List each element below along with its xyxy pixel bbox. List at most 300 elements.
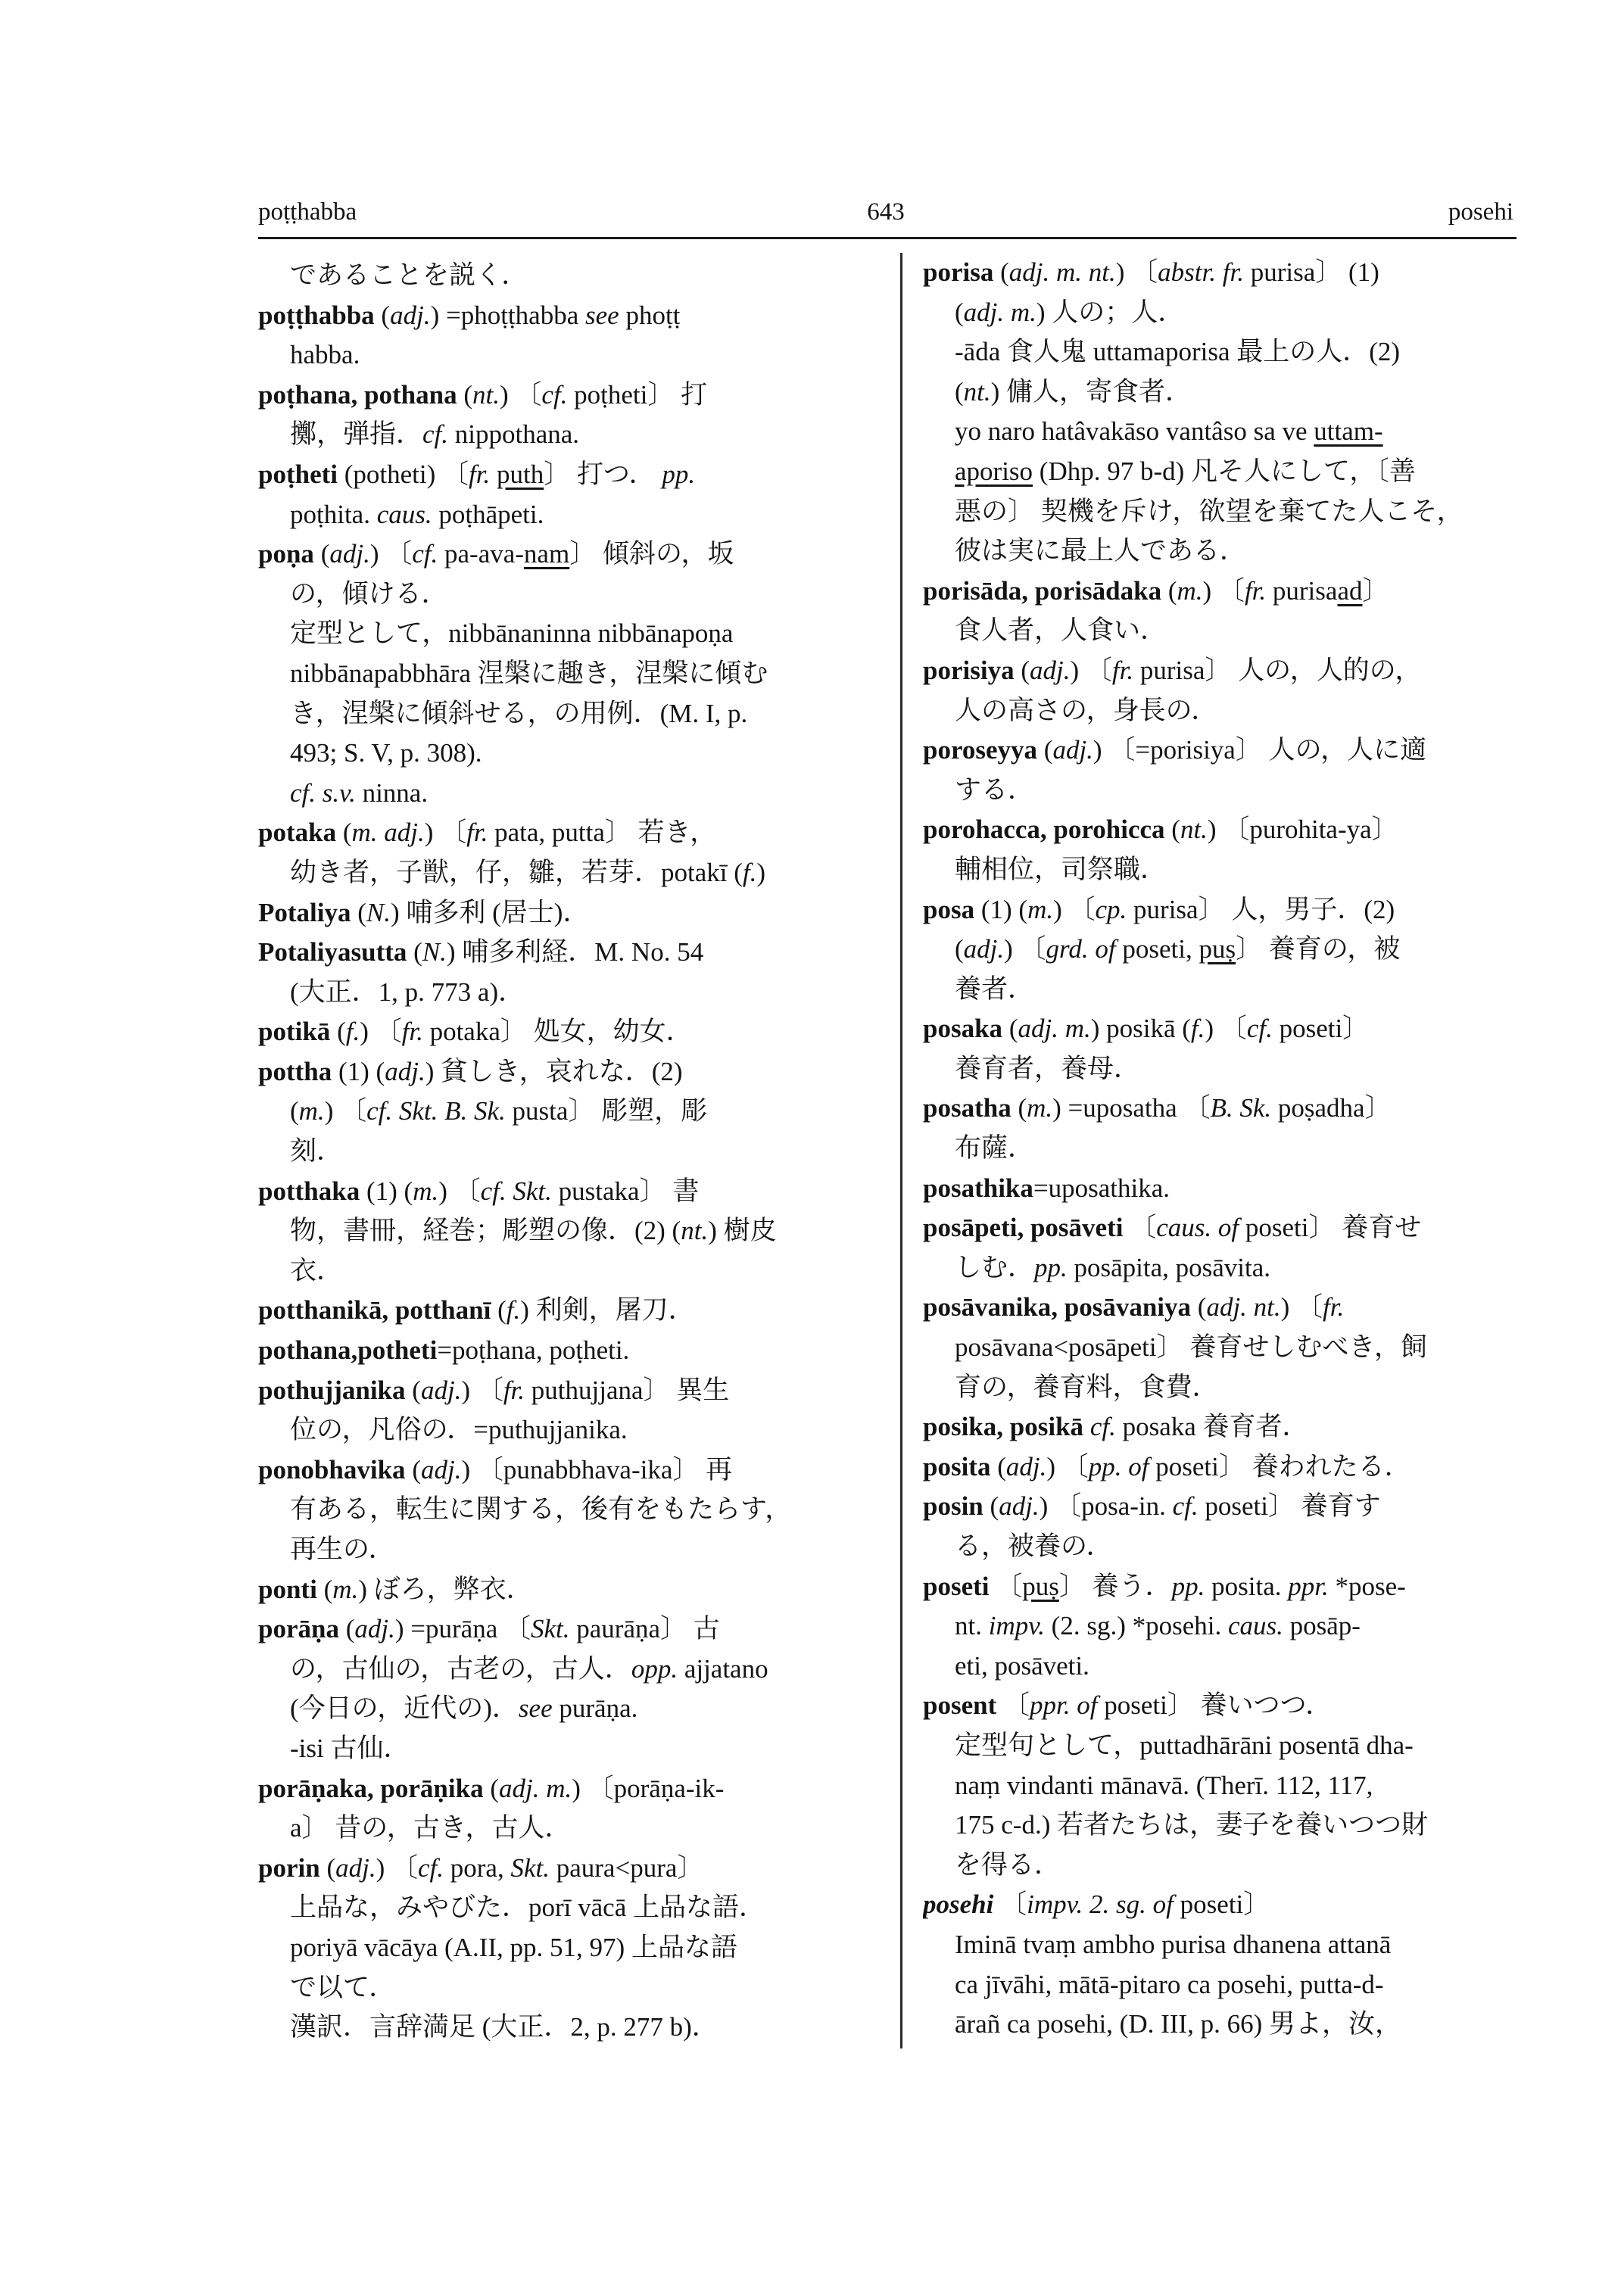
entry-text: poseti, xyxy=(1115,934,1199,964)
headword: Potaliya xyxy=(258,897,351,927)
grammar-label: impv. 2. sg. of xyxy=(1027,1890,1174,1920)
entry-text: ) 〔 xyxy=(1004,934,1046,964)
headword: posathika xyxy=(923,1173,1033,1203)
entry-text: -āda 食人鬼 uttamaporisa 最上の人．(2) xyxy=(955,337,1401,367)
entry-line xyxy=(258,1490,875,1530)
entry-text: ) 〔 xyxy=(1115,257,1158,287)
underlined-root: nam xyxy=(523,539,570,569)
underlined-root: aporiso xyxy=(955,456,1033,486)
underlined-root: uttam- xyxy=(1314,416,1383,447)
entry-text: ) 〔posa-in. xyxy=(1039,1491,1173,1522)
grammar-label: fr. xyxy=(1111,655,1134,685)
entry-text: poseti〕 xyxy=(1272,1014,1370,1044)
entry-text: 〕 養育の，被 xyxy=(1236,934,1401,964)
headword: posāpeti, posāveti xyxy=(923,1213,1124,1243)
entry-text: pata, putta〕 若き， xyxy=(488,818,717,848)
grammar-label: adj. xyxy=(999,1491,1040,1522)
entry-line xyxy=(923,1567,1521,1607)
entry-line xyxy=(258,2008,875,2048)
header-rule xyxy=(258,237,1516,239)
entry-text: posāvana<posāpeti〕 養育せしむべき，飼 xyxy=(955,1332,1427,1363)
entry-text: ) 〔 xyxy=(424,818,467,848)
headword: porin xyxy=(258,1852,320,1883)
grammar-label: fr. xyxy=(469,459,491,489)
entry-text: の，傾ける． xyxy=(290,578,448,609)
entry-text: 彼は実に最上人である． xyxy=(955,536,1247,566)
entry-text: ( xyxy=(1037,735,1053,765)
entry-text: eti, posāveti. xyxy=(955,1650,1089,1681)
grammar-label: pp. of xyxy=(1088,1451,1149,1481)
headword: posa xyxy=(923,894,975,924)
grammar-label: m. xyxy=(298,1096,325,1126)
headword: porohacca, porohicca xyxy=(923,815,1165,845)
entry-text: ) 〔 xyxy=(1070,655,1112,685)
entry-text: Iminā tvaṃ ambho purisa dhanena attanā xyxy=(955,1929,1392,1959)
left-column xyxy=(258,256,875,2048)
entry-text: ) xyxy=(756,857,766,887)
entry-text: poseti〕 xyxy=(1173,1890,1270,1920)
entry-text: poṣadha〕 xyxy=(1271,1093,1392,1123)
entry-text: ( xyxy=(1011,1093,1027,1123)
headword: posatha xyxy=(923,1093,1011,1123)
entry-text: ) 〔 xyxy=(500,379,542,410)
grammar-label: adj. xyxy=(1005,1451,1047,1481)
entry-line xyxy=(258,1729,875,1769)
headword: potthanikā, potthanī xyxy=(258,1295,491,1326)
entry-text: 493; S. V, p. 308). xyxy=(290,738,482,768)
entry-text: paurāṇa〕 古 xyxy=(569,1614,720,1644)
headword: posehi xyxy=(923,1890,994,1920)
entry-line xyxy=(258,1211,875,1251)
grammar-label: abstr. fr. xyxy=(1158,257,1244,287)
grammar-label: nt. xyxy=(681,1216,709,1246)
grammar-label: fr. xyxy=(466,818,488,848)
entry-line xyxy=(258,1410,875,1450)
entry-line xyxy=(923,890,1521,930)
entry-line xyxy=(923,531,1521,572)
entry-line xyxy=(923,253,1521,293)
entry-line xyxy=(258,1650,875,1690)
entry-line xyxy=(258,1769,875,1809)
page-number: 643 xyxy=(867,198,905,226)
entry-text: 人の高さの，身長の． xyxy=(955,695,1218,725)
entry-text: 175 c-d.) 若者たちは，妻子を養いつつ財 xyxy=(955,1810,1429,1840)
entry-text: 有ある，転生に関する，後有をもたらす， xyxy=(290,1494,792,1525)
entry-text: ) 〔 xyxy=(1205,1014,1247,1044)
entry-text: で以て． xyxy=(290,1972,396,2002)
entry-line xyxy=(923,691,1521,731)
entry-line xyxy=(923,1925,1521,1965)
entry-text: posaka 養育者． xyxy=(1115,1412,1309,1442)
entry-line xyxy=(923,1368,1521,1408)
entry-text: 〔 xyxy=(1123,1213,1157,1243)
entry-text: 布薩． xyxy=(955,1133,1035,1164)
entry-text: =poṭhana, poṭheti. xyxy=(437,1335,630,1366)
grammar-label: cf. Skt. B. Sk. xyxy=(366,1096,506,1126)
right-column xyxy=(923,253,1521,2045)
entry-text: ( xyxy=(1191,1292,1207,1323)
entry-line xyxy=(258,1570,875,1610)
headword: porisiya xyxy=(923,655,1015,685)
entry-line xyxy=(258,1132,875,1172)
headword: pottha xyxy=(258,1056,332,1086)
entry-text: ) 〔 xyxy=(1053,894,1096,924)
entry-line xyxy=(923,1647,1521,1687)
entry-text: poṭhita. xyxy=(290,499,377,529)
entry-text: ( xyxy=(955,934,964,964)
headword: pothujjanika xyxy=(258,1375,406,1405)
entry-text: ( xyxy=(313,539,330,569)
entry-line xyxy=(923,1965,1521,2005)
entry-line xyxy=(923,372,1521,413)
entry-line xyxy=(258,1251,875,1291)
grammar-label: cf. Skt. xyxy=(480,1176,552,1206)
grammar-label: grd. of xyxy=(1046,934,1116,964)
entry-line xyxy=(258,415,875,455)
entry-text: (potheti) 〔 xyxy=(338,459,469,489)
entry-line xyxy=(923,1009,1521,1049)
grammar-label: Skt. xyxy=(530,1614,570,1644)
entry-line xyxy=(258,1888,875,1928)
entry-line xyxy=(923,452,1521,492)
entry-line xyxy=(258,1849,875,1889)
entry-line xyxy=(923,1328,1521,1368)
entry-line xyxy=(923,611,1521,651)
entry-text: posāpita, posāvita. xyxy=(1067,1252,1271,1282)
entry-text: ) =phoṭṭhabba xyxy=(430,300,585,330)
entry-line xyxy=(923,1766,1521,1806)
entry-text: ( xyxy=(483,1773,499,1803)
grammar-label: cf. xyxy=(1246,1014,1273,1044)
underlined-root: ad xyxy=(1337,575,1363,606)
entry-line xyxy=(258,654,875,694)
entry-text: ārañ ca posehi, (D. III, p. 66) 男よ，汝， xyxy=(955,2009,1401,2039)
grammar-label: fr. xyxy=(1244,575,1267,606)
grammar-label: adj. xyxy=(354,1614,395,1644)
headword: pothana,potheti xyxy=(258,1335,438,1366)
entry-line xyxy=(923,1527,1521,1567)
entry-text: purisa〕 (1) xyxy=(1243,257,1379,287)
entry-text: (1) ( xyxy=(360,1176,413,1206)
column-divider xyxy=(900,253,902,2048)
grammar-label: m. xyxy=(332,1574,359,1604)
grammar-label: m. adj. xyxy=(351,818,425,848)
entry-text: ) 〔 xyxy=(360,1017,402,1047)
entry-text: ( xyxy=(330,1017,346,1047)
entry-text: ( xyxy=(955,297,964,327)
entry-text: habba. xyxy=(290,340,360,370)
entry-line xyxy=(258,614,875,654)
grammar-label: adj. m. xyxy=(499,1773,572,1803)
entry-text: =uposathika. xyxy=(1033,1173,1170,1203)
entry-text: 擲，弾指． xyxy=(290,419,423,450)
grammar-label: fr. xyxy=(401,1017,423,1047)
entry-text: nippothana. xyxy=(448,419,580,450)
entry-text: であることを説く． xyxy=(290,260,528,290)
headword: porisa xyxy=(923,257,994,287)
grammar-label: cf. s.v. xyxy=(290,777,356,808)
entry-line xyxy=(923,332,1521,372)
entry-text: nt. xyxy=(955,1611,989,1641)
entry-text: ) posikā ( xyxy=(1090,1014,1191,1044)
entry-text: 定型句として，puttadhārāni posentā dha- xyxy=(955,1730,1414,1760)
entry-text: 育の，養育料，食費． xyxy=(955,1372,1219,1402)
entry-text: ) =purāṇa 〔 xyxy=(394,1614,531,1644)
entry-text: ( xyxy=(290,1096,299,1126)
headword: posita xyxy=(923,1451,991,1481)
grammar-label: caus. xyxy=(376,499,432,529)
entry-line xyxy=(258,774,875,814)
entry-line xyxy=(258,455,875,495)
headword: ponti xyxy=(258,1574,317,1604)
entry-text: a〕 昔の，古き，古人． xyxy=(290,1813,572,1843)
entry-text: purisa〕 人，男子．(2) xyxy=(1127,894,1395,924)
entry-text: ) 利剣，屠刀． xyxy=(520,1295,695,1326)
grammar-label: ppr. of xyxy=(1030,1690,1098,1721)
entry-line xyxy=(923,771,1521,811)
entry-line xyxy=(258,1809,875,1849)
headword: posāvanika, posāvaniya xyxy=(923,1292,1192,1323)
entry-text: 物，書冊，経巻；彫塑の像．(2) ( xyxy=(290,1216,681,1246)
entry-text: ( xyxy=(320,1852,336,1883)
entry-text: poseti〕 養育す xyxy=(1198,1491,1381,1522)
grammar-label: nt. xyxy=(1180,815,1208,845)
entry-text: ( xyxy=(405,1375,421,1405)
headword: poṭṭhabba xyxy=(258,300,375,330)
entry-text: poseti〕 養いつつ． xyxy=(1097,1690,1333,1721)
entry-text: 定型として，nibbānaninna nibbānapoṇa xyxy=(290,618,734,649)
entry-line xyxy=(923,651,1521,691)
entry-text: ( xyxy=(1164,815,1180,845)
grammar-label: adj. xyxy=(420,1375,462,1405)
entry-text: ) 〔porāṇa-ik- xyxy=(572,1773,725,1803)
grammar-label: adj. m. xyxy=(963,297,1036,327)
grammar-label: adj. m. xyxy=(1018,1014,1091,1044)
entry-line xyxy=(923,930,1521,970)
entry-line xyxy=(923,1288,1521,1328)
grammar-label: adj. xyxy=(390,300,431,330)
entry-line xyxy=(923,1169,1521,1209)
entry-text: ( xyxy=(338,1614,355,1644)
entry-text: pora, xyxy=(444,1852,511,1883)
grammar-label: fr. xyxy=(1323,1292,1345,1323)
grammar-label: adj. xyxy=(420,1454,462,1485)
grammar-label: B. Sk. xyxy=(1210,1093,1272,1123)
grammar-label: cf. xyxy=(422,419,449,450)
entry-text: ( xyxy=(1161,575,1177,606)
grammar-label: pp. xyxy=(662,459,696,489)
entry-line xyxy=(923,1447,1521,1488)
entry-line xyxy=(923,850,1521,890)
entry-line xyxy=(923,1686,1521,1726)
grammar-label: caus. xyxy=(1227,1611,1283,1641)
grammar-label: ppr. xyxy=(1288,1571,1329,1601)
entry-line xyxy=(258,933,875,973)
entry-line xyxy=(923,1726,1521,1766)
entry-text: ajjatano xyxy=(678,1653,768,1684)
grammar-label: pp. xyxy=(1171,1571,1205,1601)
entry-line xyxy=(258,1172,875,1212)
headword: poṭhana, pothana xyxy=(258,379,457,410)
entry-text: (大正．1, p. 773 a)． xyxy=(290,977,525,1007)
grammar-label: Skt. xyxy=(510,1852,550,1883)
entry-text: (1) ( xyxy=(332,1056,385,1086)
grammar-label: adj. xyxy=(1029,655,1071,685)
grammar-label: m. xyxy=(1177,575,1203,606)
entry-line xyxy=(923,1606,1521,1647)
grammar-label: fr. xyxy=(503,1375,525,1405)
headword: poṇa xyxy=(258,539,314,569)
entry-text: (1) ( xyxy=(974,894,1028,924)
headword: poroseyya xyxy=(923,735,1038,765)
grammar-label: cf. xyxy=(1089,1412,1116,1442)
entry-text: 〕 打つ． xyxy=(544,459,662,489)
entry-line xyxy=(923,731,1521,771)
entry-text: ) 〔 xyxy=(1046,1451,1089,1481)
entry-line xyxy=(258,1012,875,1052)
entry-text: purisa xyxy=(1266,575,1338,606)
entry-text: る，被養の． xyxy=(955,1531,1113,1561)
grammar-label: m. xyxy=(1027,894,1054,924)
underlined-root: puṣ xyxy=(1022,1571,1059,1601)
entry-line xyxy=(923,1846,1521,1886)
grammar-label: opp. xyxy=(631,1653,678,1684)
entry-line xyxy=(258,495,875,535)
headword: poseti xyxy=(923,1571,990,1601)
entry-text: pa-ava- xyxy=(438,539,524,569)
grammar-label: adj. nt. xyxy=(1206,1292,1281,1323)
entry-text: ) 〔purohita-ya〕 xyxy=(1207,815,1398,845)
entry-line xyxy=(923,1487,1521,1527)
entry-text: pusta〕 彫塑，彫 xyxy=(505,1096,708,1126)
entry-text: ) 哺多利経．M. No. 54 xyxy=(446,937,704,967)
entry-line xyxy=(258,813,875,853)
entry-line xyxy=(258,853,875,893)
entry-line xyxy=(923,1248,1521,1288)
entry-line xyxy=(258,1928,875,1968)
grammar-label: N. xyxy=(422,937,447,967)
headword: potaka xyxy=(258,818,337,848)
entry-text: poseti〕 養われたる． xyxy=(1149,1451,1411,1481)
entry-line xyxy=(923,492,1521,532)
grammar-label: f. xyxy=(506,1295,521,1326)
entry-text: 刻． xyxy=(290,1136,344,1167)
entry-text: puthujjana〕 異生 xyxy=(525,1375,730,1405)
entry-line xyxy=(258,694,875,734)
entry-text: ( xyxy=(407,937,422,967)
entry-line xyxy=(923,1089,1521,1129)
grammar-label: pp. xyxy=(1034,1252,1068,1282)
entry-text: poṭheti〕 打 xyxy=(567,379,708,410)
entry-text: 〔 xyxy=(989,1571,1023,1601)
underlined-root: puṣ xyxy=(1199,934,1236,964)
headword: posent xyxy=(923,1690,997,1721)
entry-text: ( xyxy=(990,1451,1006,1481)
entry-text: ) 〔 xyxy=(324,1096,367,1126)
entry-line xyxy=(258,893,875,933)
entry-text: ) 〔 xyxy=(1280,1292,1323,1323)
grammar-label: adj. xyxy=(385,1056,425,1086)
entry-text: ( xyxy=(316,1574,333,1604)
entry-text xyxy=(1083,1412,1090,1441)
entry-text: ) =uposatha 〔 xyxy=(1052,1093,1211,1123)
entry-text: -isi 古仙． xyxy=(290,1733,410,1763)
entry-text: poṭhāpeti. xyxy=(432,499,544,529)
entry-line xyxy=(258,1530,875,1570)
headword: potikā xyxy=(258,1017,331,1047)
entry-line xyxy=(923,970,1521,1010)
entry-line xyxy=(258,296,875,336)
entry-line xyxy=(923,412,1521,452)
entry-text: 養者． xyxy=(955,974,1035,1004)
entry-text: ninna. xyxy=(355,777,429,808)
entry-text: ( xyxy=(457,379,473,410)
entry-line xyxy=(258,1052,875,1092)
grammar-label: adj. m. nt. xyxy=(1008,257,1116,287)
entry-line xyxy=(258,1371,875,1411)
entry-line xyxy=(923,810,1521,850)
entry-line xyxy=(258,1968,875,2008)
entry-text: 衣． xyxy=(290,1255,344,1285)
entry-text: potaka〕 処女，幼女． xyxy=(422,1017,693,1047)
entry-line xyxy=(258,1689,875,1729)
entry-text: posāp- xyxy=(1283,1611,1361,1641)
entry-text: 〕 傾斜の，坂 xyxy=(569,539,734,569)
headword: potthaka xyxy=(258,1176,360,1206)
entry-text: purisa〕 人の，人的の， xyxy=(1133,655,1422,685)
entry-line xyxy=(923,1407,1521,1447)
entry-text: の，古仙の，古老の，古人． xyxy=(290,1653,631,1684)
entry-line xyxy=(923,572,1521,612)
entry-text: poseti〕 養育せ xyxy=(1239,1213,1422,1243)
entry-text: ) ぼろ，弊衣． xyxy=(358,1574,533,1604)
entry-text: ( xyxy=(374,300,391,330)
entry-text: 〔 xyxy=(996,1690,1030,1721)
entry-line xyxy=(923,1208,1521,1248)
entry-text: 〕 xyxy=(1362,575,1389,606)
grammar-label: cp. xyxy=(1095,894,1127,924)
entry-text: 再生の． xyxy=(290,1534,395,1564)
entry-text: ) 〔=porisiya〕 人の，人に適 xyxy=(1093,735,1427,765)
entry-line xyxy=(258,534,875,575)
entry-text: ( xyxy=(336,818,352,848)
entry-line xyxy=(258,575,875,615)
headword: Potaliyasutta xyxy=(258,937,407,967)
entry-text: ( xyxy=(405,1454,421,1485)
entry-text: yo naro hatâvakāso vantâso sa ve xyxy=(955,416,1314,447)
entry-line xyxy=(923,1885,1521,1925)
entry-text: *pose- xyxy=(1328,1571,1406,1601)
entry-line xyxy=(923,2005,1521,2045)
entry-text: 輔相位，司祭職． xyxy=(955,854,1167,884)
entry-line xyxy=(258,1092,875,1132)
entry-text: 悪の〕 契機を斥け，欲望を棄てた人こそ， xyxy=(955,496,1463,526)
grammar-label: cf. xyxy=(412,539,438,569)
headword: ponobhavika xyxy=(258,1454,406,1485)
entry-text: 位の，凡俗の．=puthujjanika. xyxy=(290,1415,628,1445)
entry-text: ) 〔 xyxy=(376,1852,418,1883)
entry-text: ( xyxy=(955,376,964,407)
entry-text: 漢訳．言辞満足 (大正．2, p. 277 b)． xyxy=(290,2012,718,2042)
underlined-root: puth xyxy=(497,459,544,489)
grammar-label: see xyxy=(584,300,619,330)
entry-text: ca jīvāhi, mātā-pitaro ca posehi, putta-d- xyxy=(955,1969,1384,1999)
headword: posika, posikā xyxy=(923,1412,1084,1442)
entry-line xyxy=(923,293,1521,333)
entry-text: posita. xyxy=(1205,1571,1289,1601)
entry-text: (今日の，近代の)． xyxy=(290,1693,519,1724)
grammar-label: f. xyxy=(345,1017,360,1047)
